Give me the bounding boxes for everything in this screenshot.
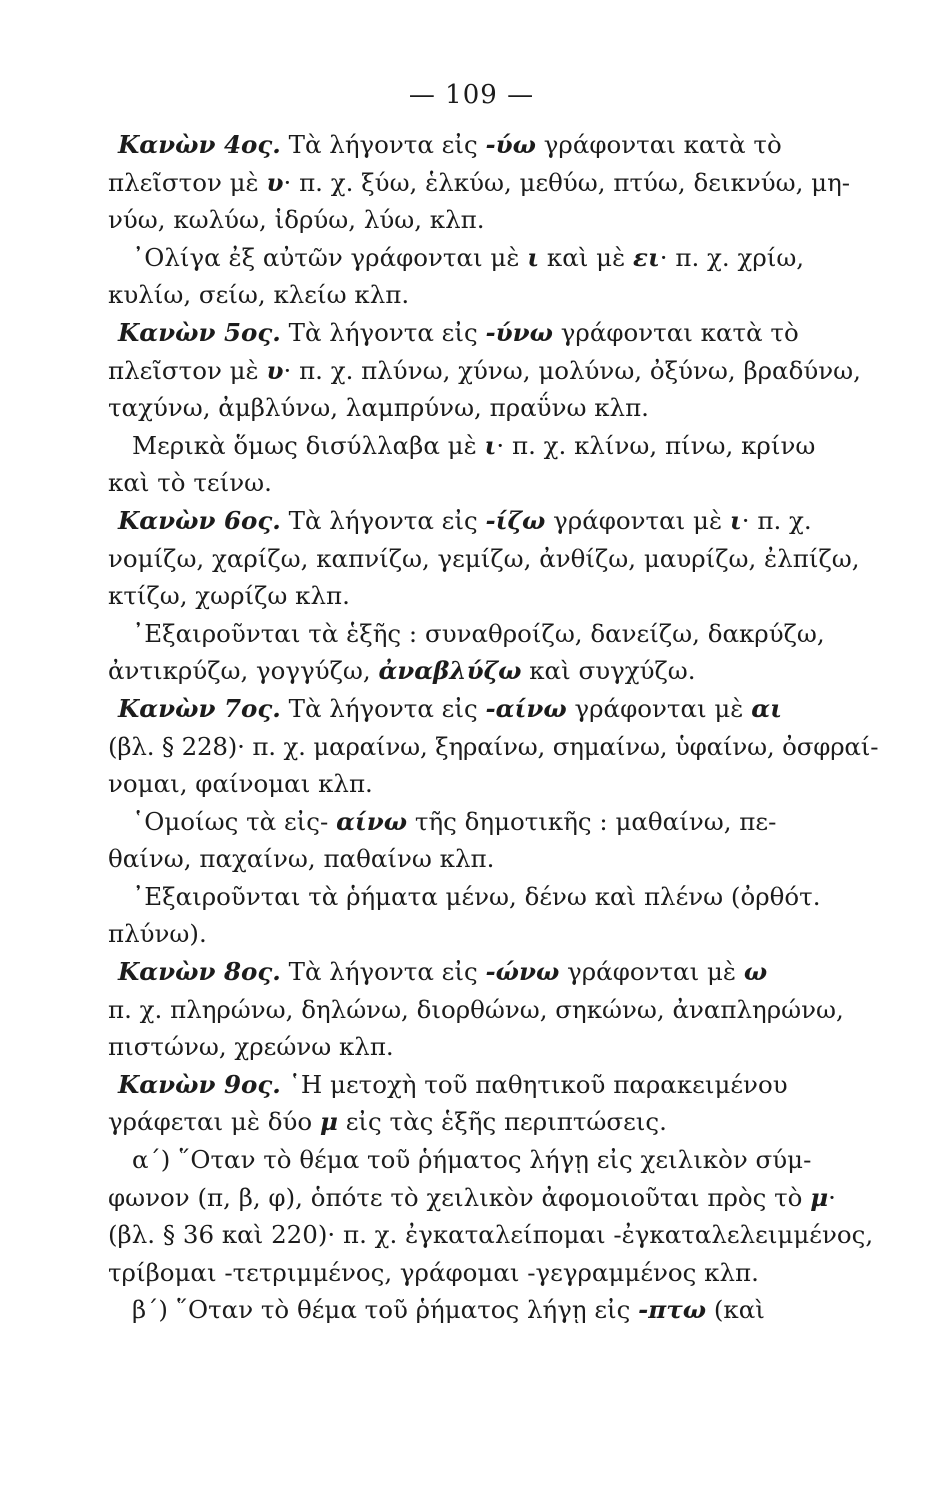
body-text: Τὰ λήγοντα εἰς <box>280 693 486 723</box>
emphasis-text: Κανὼν 9ος. <box>118 1069 281 1099</box>
emphasis-text: μ <box>319 1107 338 1137</box>
emphasis-text: υ <box>266 167 284 197</box>
text-line <box>108 615 878 653</box>
body-text: α΄) ῞Οταν τὸ θέμα τοῦ ῥήματος λήγῃ εἰς χειλικὸν σύμ- <box>132 1145 812 1175</box>
emphasis-text: ἀναβλύζω <box>378 656 522 686</box>
text-line <box>108 1254 878 1292</box>
text-line <box>108 1179 878 1217</box>
text-line <box>108 427 878 465</box>
page-number: — 109 — <box>408 80 535 110</box>
text-line <box>108 991 878 1029</box>
text-line <box>108 953 878 991</box>
page-body <box>108 126 878 1329</box>
body-text: νομίζω, χαρίζω, καπνίζω, γεμίζω, ἀνθίζω, μαυρίζω, ἐλπίζω, <box>108 543 860 573</box>
text-line <box>108 164 878 202</box>
body-text: ῾Η μετοχὴ τοῦ παθητικοῦ παρακειμένου <box>280 1069 788 1099</box>
body-text: εἰς τὰς ἑξῆς περιπτώσεις. <box>337 1107 667 1137</box>
body-text: Τὰ λήγοντα εἰς <box>280 130 486 159</box>
body-text: πιστώνω, χρεώνω κλπ. <box>108 1032 394 1062</box>
emphasis-text: ι <box>484 430 497 460</box>
text-line <box>108 1216 878 1254</box>
text-line <box>108 878 878 916</box>
emphasis-text: αι <box>751 693 782 723</box>
body-text: πλύνω). <box>108 919 207 949</box>
body-text: κτίζω, χωρίζω κλπ. <box>108 581 350 611</box>
body-text: νύω, κωλύω, ἱδρύω, λύω, κλπ. <box>108 205 485 235</box>
body-text: ᾿Ολίγα ἐξ αὐτῶν γράφονται μὲ <box>132 242 528 272</box>
text-line <box>108 1028 878 1066</box>
body-text: φωνον (π, β, φ), ὁπότε τὸ χειλικὸν ἀφομοιοῦται πρὸς τὸ <box>108 1182 811 1212</box>
text-line <box>108 577 878 615</box>
text-line <box>108 126 878 164</box>
text-line <box>108 314 878 352</box>
emphasis-text: -ύνω <box>485 317 553 347</box>
text-line <box>108 201 878 239</box>
emphasis-text: -ύω <box>485 130 536 159</box>
body-text: · π. χ. χρίω, <box>659 242 805 272</box>
emphasis-text: υ <box>266 355 284 385</box>
emphasis-text: -αίνω <box>485 693 567 723</box>
body-text: ἀντικρύζω, γογγύζω, <box>108 656 379 686</box>
emphasis-text: ει <box>633 242 660 272</box>
body-text: β΄) ῞Οταν τὸ θέμα τοῦ ῥήματος λήγῃ εἰς <box>132 1295 639 1325</box>
body-text: (καὶ <box>706 1295 765 1325</box>
body-text: Μερικὰ ὅμως δισύλλαβα μὲ <box>132 430 485 460</box>
text-line <box>108 352 878 390</box>
body-text: (βλ. § 228)· π. χ. μαραίνω, ξηραίνω, σημαίνω, ὑφαίνω, ὀσφραί- <box>108 731 878 761</box>
body-text: (βλ. § 36 καὶ 220)· π. χ. ἐγκαταλείπομαι -ἐγκαταλελειμμένος, <box>108 1220 874 1250</box>
text-line <box>108 803 878 841</box>
emphasis-text: μ <box>810 1182 829 1212</box>
text-line <box>108 1291 878 1329</box>
emphasis-text: Κανὼν 7ος. <box>118 693 281 723</box>
body-text: · π. χ. κλίνω, πίνω, κρίνω <box>496 430 816 460</box>
body-text: γράφονται μὲ <box>566 693 752 723</box>
emphasis-text: -ίζω <box>485 505 546 535</box>
body-text: γράφονται μὲ <box>559 957 744 987</box>
text-line <box>108 1103 878 1141</box>
body-text: τρίβομαι -τετριμμένος, γράφομαι -γεγραμμένος κλπ. <box>108 1257 759 1287</box>
body-text: θαίνω, παχαίνω, παθαίνω κλπ. <box>108 844 495 874</box>
text-line <box>108 840 878 878</box>
body-text: π. χ. πληρώνω, δηλώνω, διορθώνω, σηκώνω, ἀναπληρώνω, <box>108 994 844 1024</box>
body-text: γράφονται κατὰ τὸ <box>536 130 782 159</box>
emphasis-text: ι <box>729 505 742 535</box>
text-line <box>108 540 878 578</box>
body-text: πλεῖστον μὲ <box>108 355 267 385</box>
text-line <box>108 765 878 803</box>
body-text: · <box>828 1182 836 1212</box>
body-text: Τὰ λήγοντα εἰς <box>280 957 486 987</box>
emphasis-text: -ώνω <box>485 957 560 987</box>
body-text: γράφεται μὲ δύο <box>108 1107 320 1137</box>
body-text: ῾Ομοίως τὰ εἰς- <box>132 806 337 836</box>
body-text: Τὰ λήγοντα εἰς <box>280 505 486 535</box>
body-text: ᾿Εξαιροῦνται τὰ ἑξῆς : συναθροίζω, δανείζω, δακρύζω, <box>132 618 825 648</box>
text-line <box>108 1141 878 1179</box>
text-line <box>108 464 878 502</box>
body-text: καὶ συγχύζω. <box>521 656 696 686</box>
body-text: κυλίω, σείω, κλείω κλπ. <box>108 280 410 310</box>
body-text: πλεῖστον μὲ <box>108 167 267 197</box>
body-text: · π. χ. πλύνω, χύνω, μολύνω, ὀξύνω, βραδύνω, <box>283 355 861 385</box>
text-line <box>108 1066 878 1104</box>
body-text: · π. χ. <box>741 505 812 535</box>
emphasis-text: Κανὼν 6ος. <box>118 505 281 535</box>
body-text: καὶ μὲ <box>539 242 634 272</box>
emphasis-text: -πτω <box>638 1295 707 1325</box>
emphasis-text: αίνω <box>336 806 408 836</box>
emphasis-text: ω <box>743 957 768 987</box>
text-line <box>108 690 878 728</box>
body-text: · π. χ. ξύω, ἑλκύω, μεθύω, πτύω, δεικνύω, μη- <box>283 167 851 197</box>
text-line <box>108 239 878 277</box>
body-text: γράφονται κατὰ τὸ <box>553 317 799 347</box>
text-line <box>108 915 878 953</box>
text-line <box>108 502 878 540</box>
body-text: τῆς δημοτικῆς : μαθαίνω, πε- <box>407 806 777 836</box>
emphasis-text: ι <box>527 242 540 272</box>
emphasis-text: Κανὼν 5ος. <box>118 317 281 347</box>
body-text: νομαι, φαίνομαι κλπ. <box>108 769 373 799</box>
body-text: καὶ τὸ τείνω. <box>108 468 272 498</box>
body-text: ταχύνω, ἀμβλύνω, λαμπρύνω, πραΰνω κλπ. <box>108 393 649 423</box>
body-text: Τὰ λήγοντα εἰς <box>280 317 486 347</box>
text-line <box>108 389 878 427</box>
emphasis-text: Κανὼν 4ος. <box>118 130 281 159</box>
body-text: ᾿Εξαιροῦνται τὰ ῥήματα μένω, δένω καὶ πλένω (ὀρθότ. <box>132 881 821 911</box>
body-text: γράφονται μὲ <box>545 505 730 535</box>
emphasis-text: Κανὼν 8ος. <box>118 957 281 987</box>
text-line <box>108 728 878 766</box>
text-line <box>108 652 878 690</box>
text-line <box>108 276 878 314</box>
